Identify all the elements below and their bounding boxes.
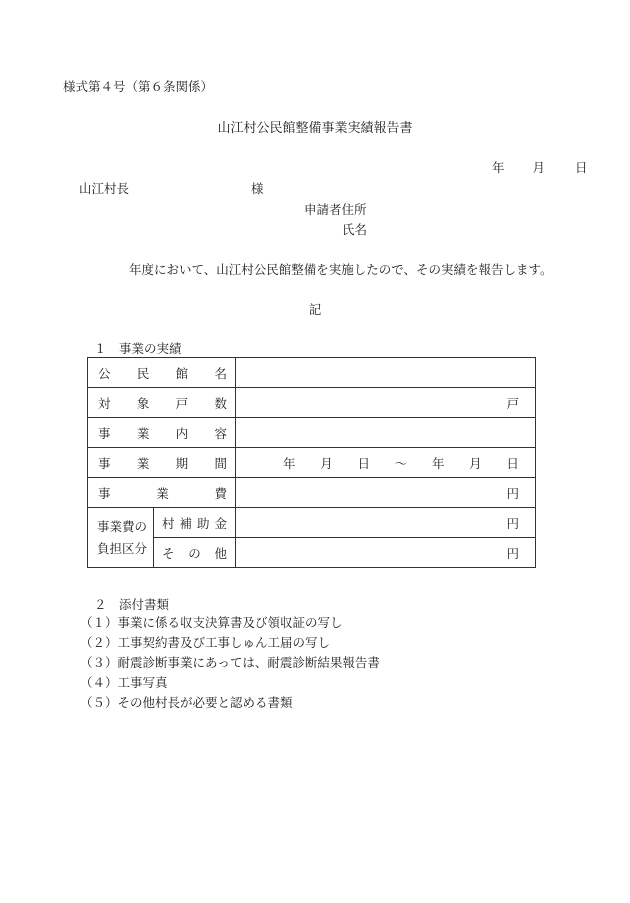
results-table bbox=[87, 357, 536, 568]
period-year-end: 年 bbox=[431, 455, 445, 471]
row-label-char: 名 bbox=[214, 365, 227, 381]
period-day-start: 日 bbox=[357, 455, 370, 471]
sub-label-char: 補 bbox=[179, 515, 192, 531]
row-label-char: 業 bbox=[156, 485, 169, 501]
row-label-char: 業 bbox=[136, 425, 150, 441]
row-label-char: 数 bbox=[214, 395, 227, 411]
sub-label-char: 他 bbox=[214, 545, 227, 561]
unit-label: 円 bbox=[506, 515, 519, 531]
burden-label-char: 費 bbox=[122, 518, 135, 534]
unit-label: 戸 bbox=[506, 395, 519, 411]
row-label-char: 民 bbox=[136, 365, 150, 381]
household-count-field[interactable] bbox=[236, 388, 536, 418]
table-row bbox=[88, 418, 536, 448]
row-label-char: 期 bbox=[175, 455, 189, 471]
date-month: 月 bbox=[532, 160, 546, 175]
date-day: 日 bbox=[575, 160, 588, 175]
date-line bbox=[492, 160, 588, 176]
project-cost-field[interactable] bbox=[236, 478, 536, 508]
period-day-end: 日 bbox=[506, 455, 519, 471]
period-line bbox=[236, 454, 535, 472]
burden-label bbox=[88, 508, 154, 568]
section1-heading: １ 事業の実績 bbox=[94, 341, 182, 356]
table-row bbox=[88, 538, 536, 568]
row-label-char: 費 bbox=[214, 485, 227, 501]
project-period-field[interactable] bbox=[236, 448, 536, 478]
row-label-char: 内 bbox=[175, 425, 189, 441]
row-label-char: 公 bbox=[98, 365, 111, 381]
period-month-start: 月 bbox=[320, 455, 333, 471]
attachment-item: （３）耐震診断事業にあっては、耐震診断結果報告書 bbox=[80, 655, 380, 670]
addressee-honorific: 様 bbox=[251, 181, 264, 196]
sub-label-char: 助 bbox=[196, 515, 210, 531]
table-row bbox=[88, 448, 536, 478]
row-label-char: 間 bbox=[214, 455, 227, 471]
burden-label-char: 分 bbox=[134, 540, 148, 556]
row-label bbox=[88, 478, 236, 508]
sub-label-char: の bbox=[188, 545, 201, 561]
sub-label-subsidy bbox=[154, 508, 236, 538]
unit-label: 円 bbox=[506, 545, 519, 561]
project-content-field[interactable] bbox=[236, 418, 536, 448]
sub-label-other bbox=[154, 538, 236, 568]
sub-label-char: そ bbox=[162, 545, 175, 561]
burden-label-char: 区 bbox=[122, 540, 135, 556]
period-tilde: ～ bbox=[394, 455, 408, 471]
attachment-item: （１）事業に係る収支決算書及び領収証の写し bbox=[80, 615, 343, 630]
row-label bbox=[88, 358, 236, 388]
sub-label-char: 金 bbox=[214, 515, 227, 531]
row-label-char: 象 bbox=[136, 395, 150, 411]
applicant-name-label: 氏名 bbox=[342, 222, 368, 237]
village-subsidy-field[interactable] bbox=[236, 508, 536, 538]
burden-label-char: の bbox=[134, 518, 148, 534]
attachment-item: （２）工事契約書及び工事しゅん工届の写し bbox=[80, 635, 331, 650]
row-label-char: 容 bbox=[214, 425, 227, 441]
applicant-address-label: 申請者住所 bbox=[304, 202, 367, 217]
row-label-char: 館 bbox=[175, 365, 189, 381]
burden-label-char: 負 bbox=[97, 540, 110, 556]
burden-label-char: 業 bbox=[109, 518, 123, 534]
sub-label-char: 村 bbox=[162, 515, 175, 531]
unit-label: 円 bbox=[506, 485, 519, 501]
section2-heading: ２ 添付書類 bbox=[94, 597, 170, 612]
form-number: 様式第４号（第６条関係） bbox=[63, 79, 214, 94]
attachment-item: （５）その他村長が必要と認める書類 bbox=[80, 695, 293, 710]
period-month-end: 月 bbox=[469, 455, 482, 471]
row-label bbox=[88, 418, 236, 448]
burden-label-char: 担 bbox=[109, 540, 123, 556]
row-label-char: 事 bbox=[98, 425, 111, 441]
table-row bbox=[88, 358, 536, 388]
facility-name-field[interactable] bbox=[236, 358, 536, 388]
row-label-char: 事 bbox=[98, 485, 111, 501]
table-row bbox=[88, 388, 536, 418]
period-year-start: 年 bbox=[283, 455, 296, 471]
body-text: 年度において、山江村公民館整備を実施したので、その実績を報告します。 bbox=[129, 262, 553, 277]
table-row bbox=[88, 508, 536, 538]
row-label-char: 業 bbox=[136, 455, 150, 471]
burden-label-char: 事 bbox=[97, 518, 110, 534]
row-label-char: 事 bbox=[98, 455, 111, 471]
row-label bbox=[88, 388, 236, 418]
other-burden-field[interactable] bbox=[236, 538, 536, 568]
row-label-char: 戸 bbox=[175, 395, 189, 411]
row-label bbox=[88, 448, 236, 478]
attachment-item: （４）工事写真 bbox=[80, 675, 168, 690]
ki-mark: 記 bbox=[308, 302, 322, 317]
document-title: 山江村公民館整備事業実績報告書 bbox=[217, 121, 413, 136]
table-row bbox=[88, 478, 536, 508]
row-label-char: 対 bbox=[98, 395, 111, 411]
addressee-mayor: 山江村長 bbox=[79, 181, 130, 196]
date-year: 年 bbox=[492, 160, 505, 175]
